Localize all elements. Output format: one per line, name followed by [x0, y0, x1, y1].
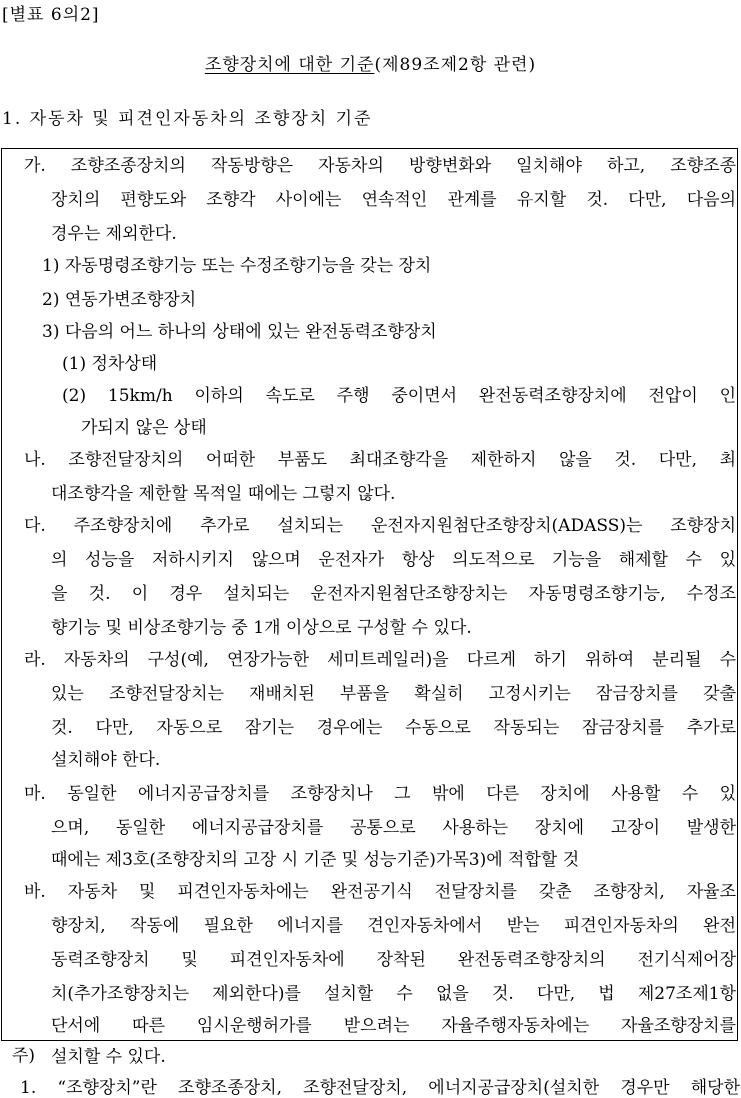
document-title	[0, 50, 741, 75]
item-ra-line-3: 것. 다만, 자동으로 잠기는 경우에는 수동으로 작동되는 잠금장치를 추가로	[51, 718, 736, 738]
sub-item-1: 1) 자동명령조향기능 또는 수정조향기능을 갖는 장치	[42, 256, 432, 276]
item-ma-line-3: 때에는 제3호(조향장치의 고장 시 기준 및 성능기준)가목3)에 적합할 것	[51, 850, 580, 870]
item-da-line-3: 을 것. 이 경우 설치되는 운전자지원첨단조향장치는 자동명령조향기능, 수정조	[51, 584, 736, 604]
item-ra-line-1: 라. 자동차의 구성(예, 연장가능한 세미트레일러)을 다르게 하기 위하여 분리될 수	[24, 650, 736, 670]
sub-item-2: 2) 연동가변조향장치	[42, 290, 197, 310]
sub-item-3: 3) 다음의 어느 하나의 상태에 있는 완전동력조향장치	[42, 322, 437, 342]
sub-sub-item-1: (1) 정차상태	[62, 354, 158, 374]
criteria-box	[1, 148, 738, 1067]
item-ma-line-2: 으며, 동일한 에너지공급장치를 공통으로 사용하는 장치에 고장이 발생한	[51, 818, 736, 838]
note-1: 1. “조향장치”란 조향조종장치, 조향전달장치, 에너지공급장치(설치한 경우만 해당한	[20, 1078, 740, 1098]
item-ba-line-3: 동력조향장치 및 피견인자동차에 장착된 완전동력조향장치의 전기식제어장	[51, 950, 736, 970]
item-ga-line-2: 장치의 편향도와 조향각 사이에는 연속적인 관계를 유지할 것. 다만, 다음의	[51, 190, 736, 210]
item-da-line-2: 의 성능을 저하시키지 않으며 운전자가 항상 의도적으로 기능을 해제할 수 있	[51, 550, 736, 570]
annex-tag: [별표 6의2]	[2, 5, 100, 25]
item-ra-line-4: 설치해야 한다.	[51, 750, 161, 770]
note-marker: 주)	[12, 1046, 36, 1066]
item-ba-line-1: 바. 자동차 및 피견인자동차에는 완전공기식 전달장치를 갖춘 조향장치, 자율조	[24, 882, 736, 902]
item-ba-line-5: 단서에 따른 임시운행허가를 받으려는 자율주행자동차에는 자율조향장치를	[51, 1016, 736, 1036]
item-ga-line-1: 가. 조향조종장치의 작동방향은 자동차의 방향변화와 일치해야 하고, 조향조종	[24, 156, 736, 176]
item-ma-line-1: 마. 동일한 에너지공급장치를 조향장치나 그 밖에 다른 장치에 사용할 수 있	[24, 784, 736, 804]
item-ba-line-6: 설치할 수 있다.	[51, 1047, 166, 1067]
item-da-line-1: 다. 주조향장치에 추가로 설치되는 운전자지원첨단조향장치(ADASS)는 조향장치	[24, 516, 736, 536]
item-da-line-4: 향기능 및 비상조향기능 중 1개 이상으로 구성할 수 있다.	[51, 618, 472, 638]
title-underlined: 조향장치에 대한 기준	[204, 55, 375, 75]
sub-sub-item-2-line-2: 가되지 않은 상태	[81, 418, 207, 438]
section-heading-1: 1. 자동차 및 피견인자동차의 조향장치 기준	[2, 109, 373, 129]
title-reference: (제89조제2항 관련)	[374, 55, 537, 75]
item-ra-line-2: 있는 조향전달장치는 재배치된 부품을 확실히 고정시키는 잠금장치를 갖출	[51, 684, 736, 704]
item-na-line-2: 대조향각을 제한할 목적일 때에는 그렇지 않다.	[51, 484, 396, 504]
item-ba-line-4: 치(추가조향장치는 제외한다)를 설치할 수 없을 것. 다만, 법 제27조제1항	[51, 984, 736, 1004]
sub-sub-item-2-line-1: (2) 15km/h 이하의 속도로 주행 중이면서 완전동력조향장치에 전압이 인	[62, 386, 736, 406]
item-ga-line-3: 경우는 제외한다.	[51, 224, 177, 244]
item-na-line-1: 나. 조향전달장치의 어떠한 부품도 최대조향각을 제한하지 않을 것. 다만, 최	[24, 450, 736, 470]
item-ba-line-2: 향장치, 작동에 필요한 에너지를 견인자동차에서 받는 피견인자동차의 완전	[51, 916, 736, 936]
